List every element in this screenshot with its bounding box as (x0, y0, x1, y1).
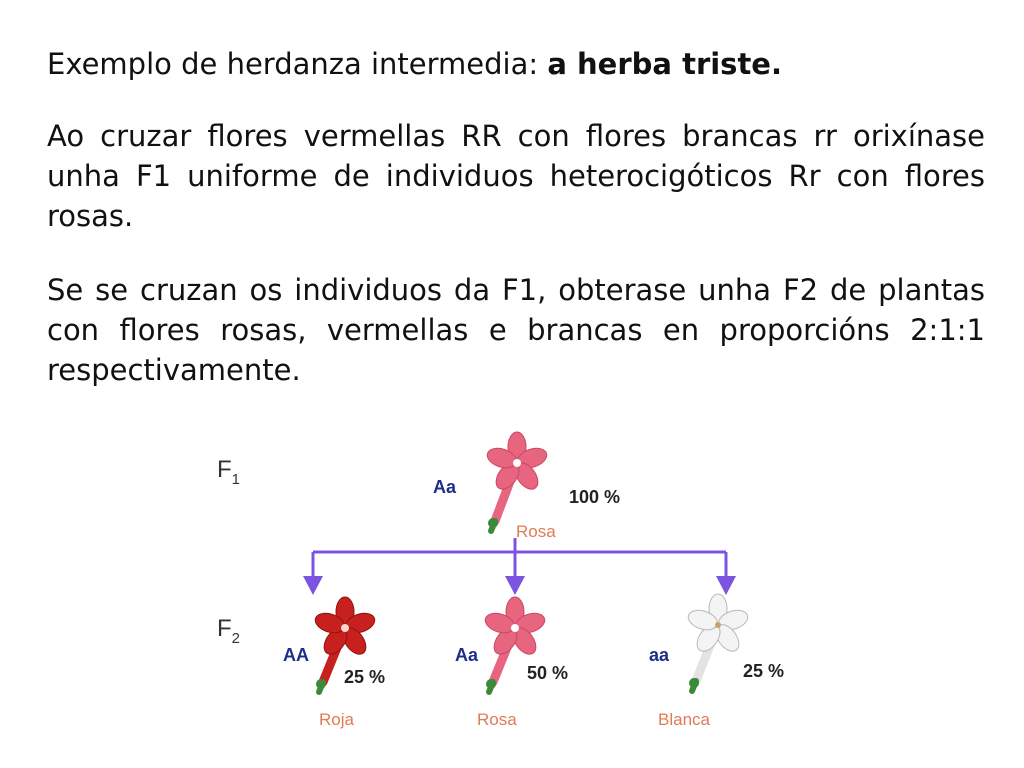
f2-label: $F_2$ (217, 615, 241, 647)
f2-flower-white (686, 594, 751, 691)
title-prefix: Exemplo de herdanza intermedia: (47, 47, 548, 81)
title-bold: a herba triste. (547, 47, 782, 81)
f2-pink-percent: 50 % (527, 663, 569, 683)
paragraph-cross-f2: Se se cruzan os individuos da F1, obterase unha F2 de plantas con flores rosas, vermellas e brancas en proporcións 2:1:1 respectivamente. (47, 273, 985, 387)
slide-title (47, 44, 985, 84)
f1-percent: 100 % (569, 487, 621, 507)
paragraph-cross-f1: Ao cruzar flores vermellas RR con flores brancas rr orixínase unha F1 uniforme de individuos heterocigóticos Rr con flores rosas. (47, 119, 985, 233)
f1-phenotype: Rosa (516, 522, 556, 541)
arrow-left (303, 576, 323, 595)
f2-red-phenotype: Roja (319, 710, 354, 729)
f2-white-genotype: aa (649, 645, 670, 665)
f2-pink-genotype: Aa (455, 645, 479, 665)
f2-white-phenotype: Blanca (658, 710, 710, 729)
f2-red-percent: 25 % (344, 667, 386, 687)
f1-flower (485, 432, 550, 531)
f2-white-percent: 25 % (743, 661, 785, 681)
inheritance-diagram (195, 425, 835, 745)
arrows (303, 538, 736, 595)
f2-red-genotype: AA (283, 645, 309, 665)
arrow-right (716, 576, 736, 595)
f2-pink-phenotype: Rosa (477, 710, 517, 729)
arrow-middle (505, 576, 525, 595)
f1-label: $F_1$ (217, 456, 241, 488)
f1-genotype: Aa (433, 477, 457, 497)
